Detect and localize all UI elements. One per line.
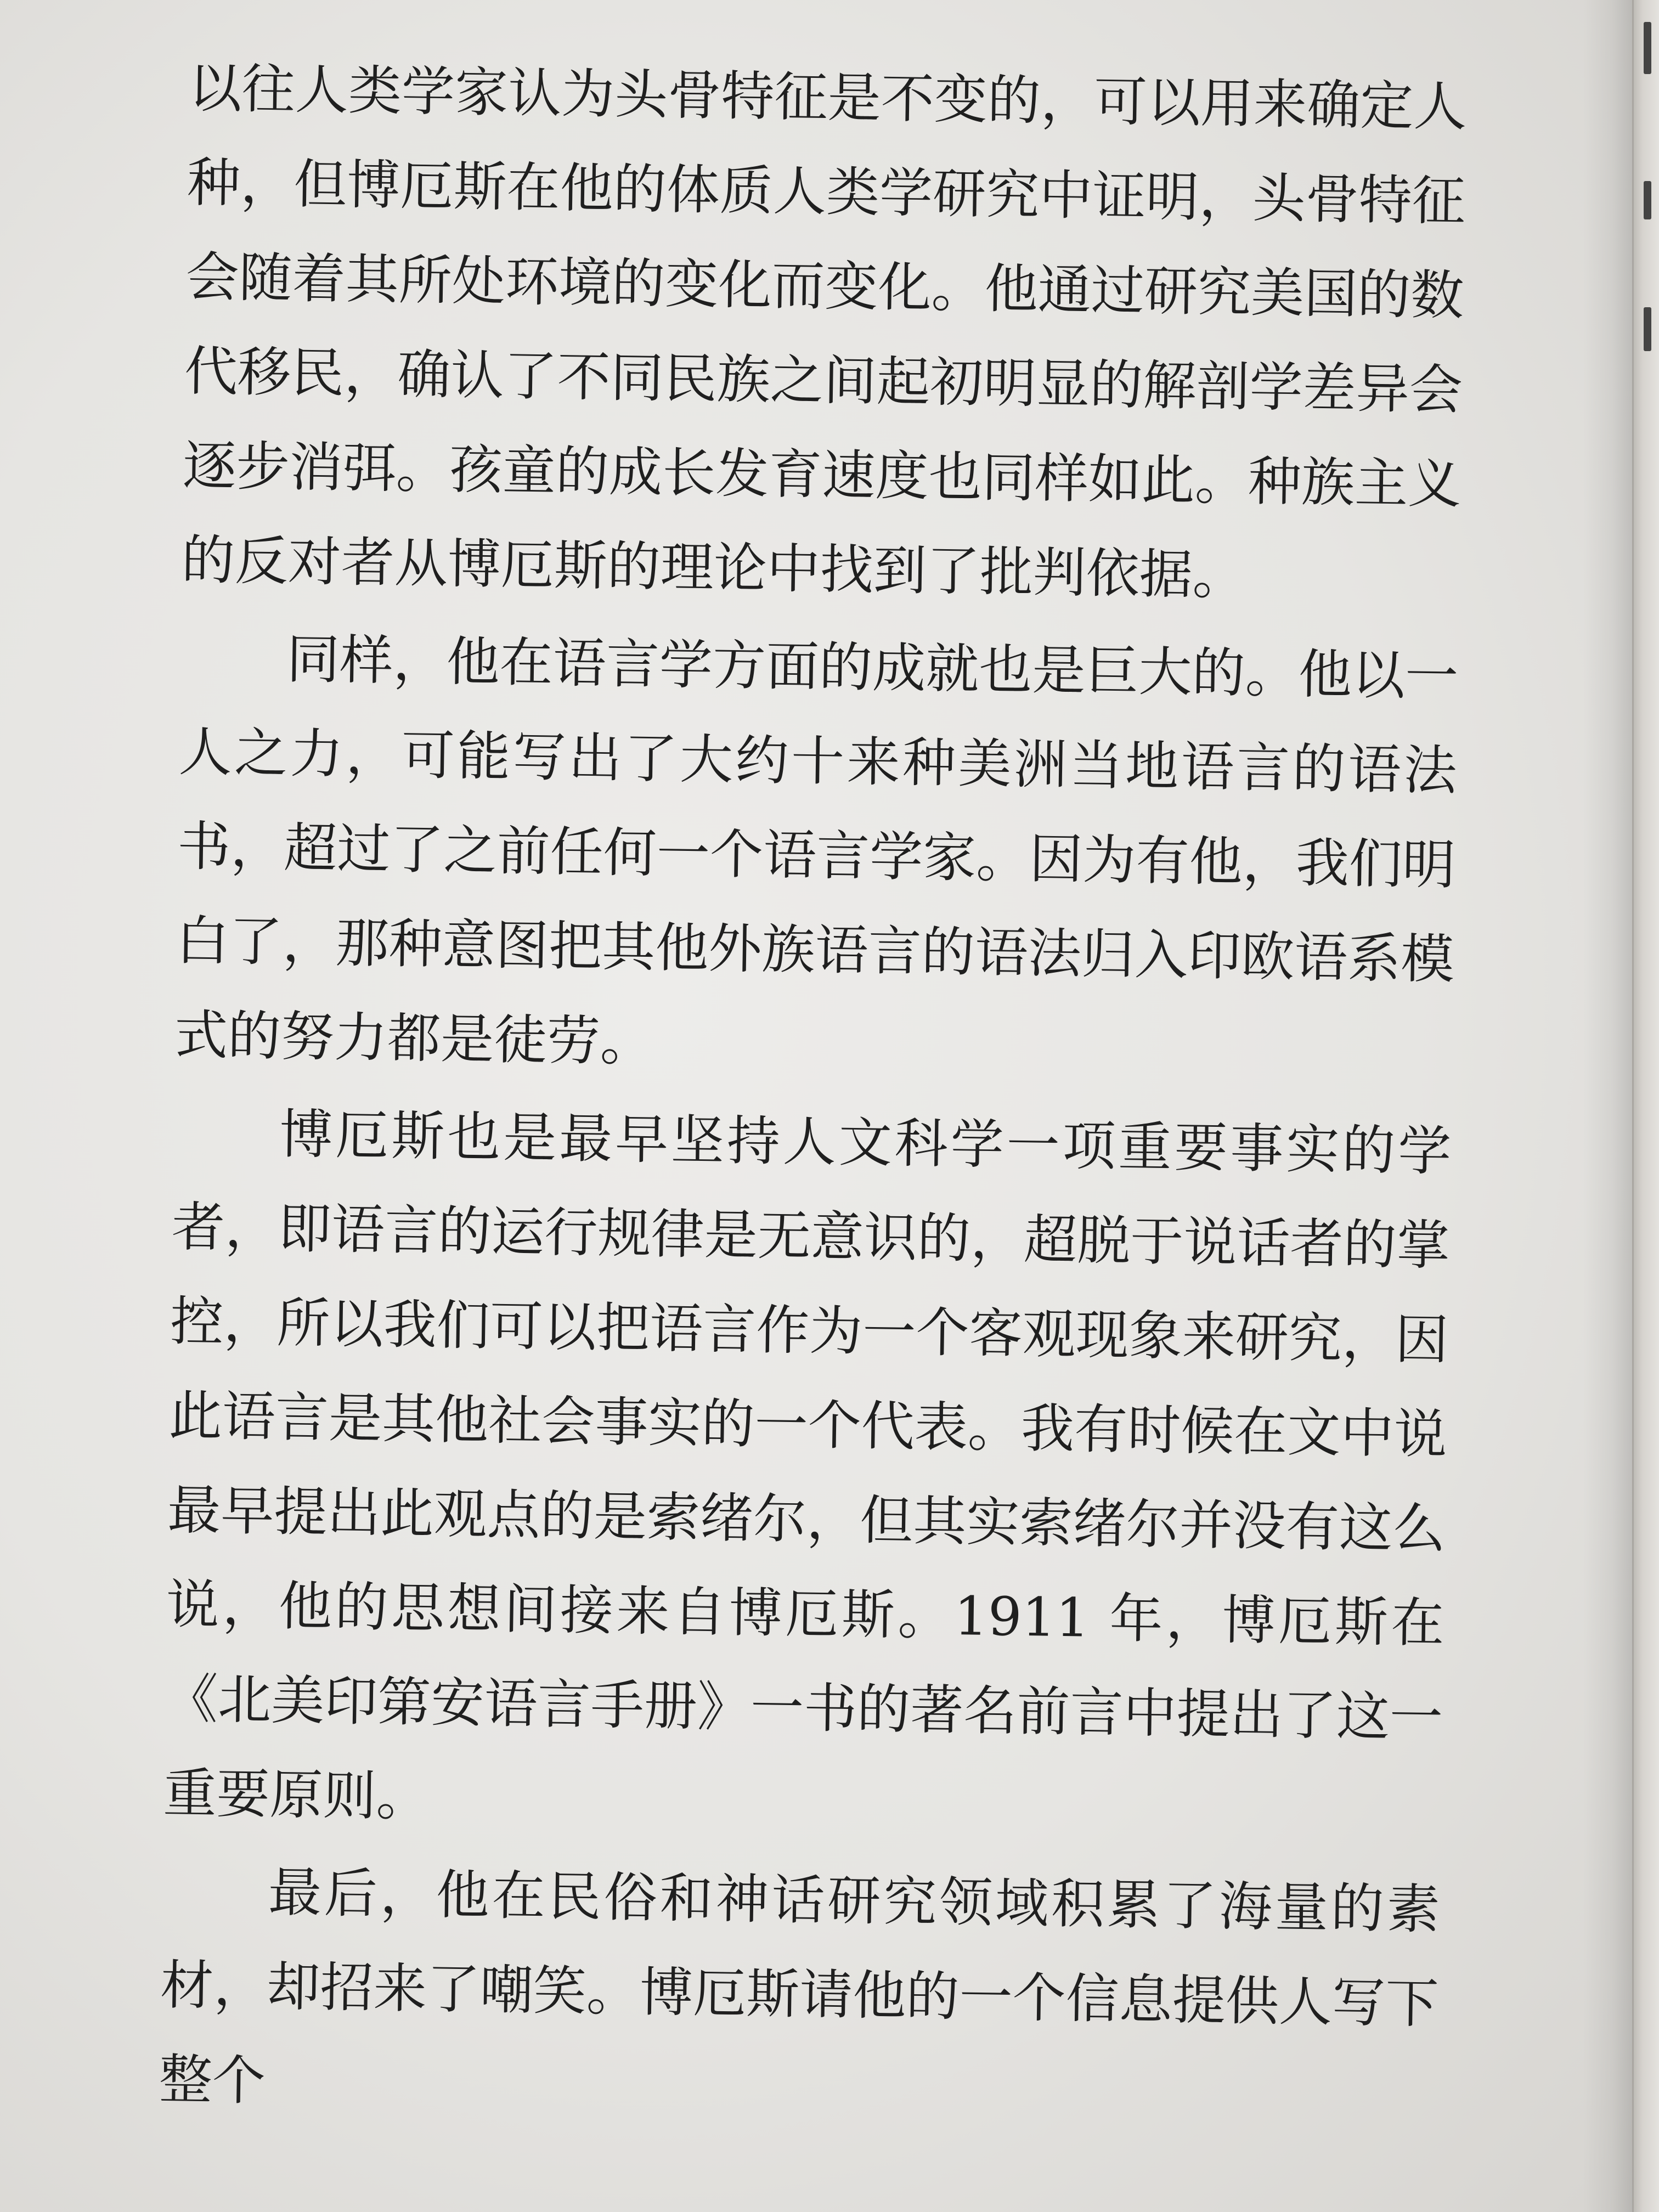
adjacent-page-edge bbox=[1632, 0, 1659, 2212]
body-text bbox=[159, 41, 1468, 2146]
paragraph-1: 以往人类学家认为头骨特征是不变的，可以用来确定人种，但博厄斯在他的体质人类学研究中证明，头骨特征会随着其所处环境的变化而变化。他通过研究美国的数代移民，确认了不同民族之间起初明显的解剖学差异会逐步消弭。孩童的成长发育速度也同样如此。种族主义的反对者从博厄斯的理论中找到了批判依据。 bbox=[181, 57, 1468, 607]
adjacent-page-ink bbox=[1644, 181, 1651, 219]
adjacent-page-ink bbox=[1644, 307, 1651, 351]
page-curve-shadow bbox=[1583, 0, 1632, 2212]
paragraph-4: 最后，他在民俗和神话研究领域积累了海量的素材，却招来了嘲笑。博厄斯请他的一个信息提供人写下整个 bbox=[159, 1861, 1441, 2112]
paragraph-2: 同样，他在语言学方面的成就也是巨大的。他以一人之力，可能写出了大约十来种美洲当地语言的语法书，超过了之前任何一个语言学家。因为有他，我们明白了，那种意图把其他外族语言的语法归入印欧语系模式的努力都是徒劳。 bbox=[174, 628, 1459, 1073]
paragraph-3: 博厄斯也是最早坚持人文科学一项重要事实的学者，即语言的运行规律是无意识的，超脱于说话者的掌控，所以我们可以把语言作为一个客观现象来研究，因此语言是其他社会事实的一个代表。我有时候在文中说最早提出此观点的是索绪尔，但其实索绪尔并没有这么说，他的思想间接来自博厄斯。1911 年，博厄斯在《北美印第安语言手册》一书的著名前言中提出了这一重要原则。 bbox=[162, 1103, 1452, 1828]
adjacent-page-ink bbox=[1644, 22, 1651, 74]
